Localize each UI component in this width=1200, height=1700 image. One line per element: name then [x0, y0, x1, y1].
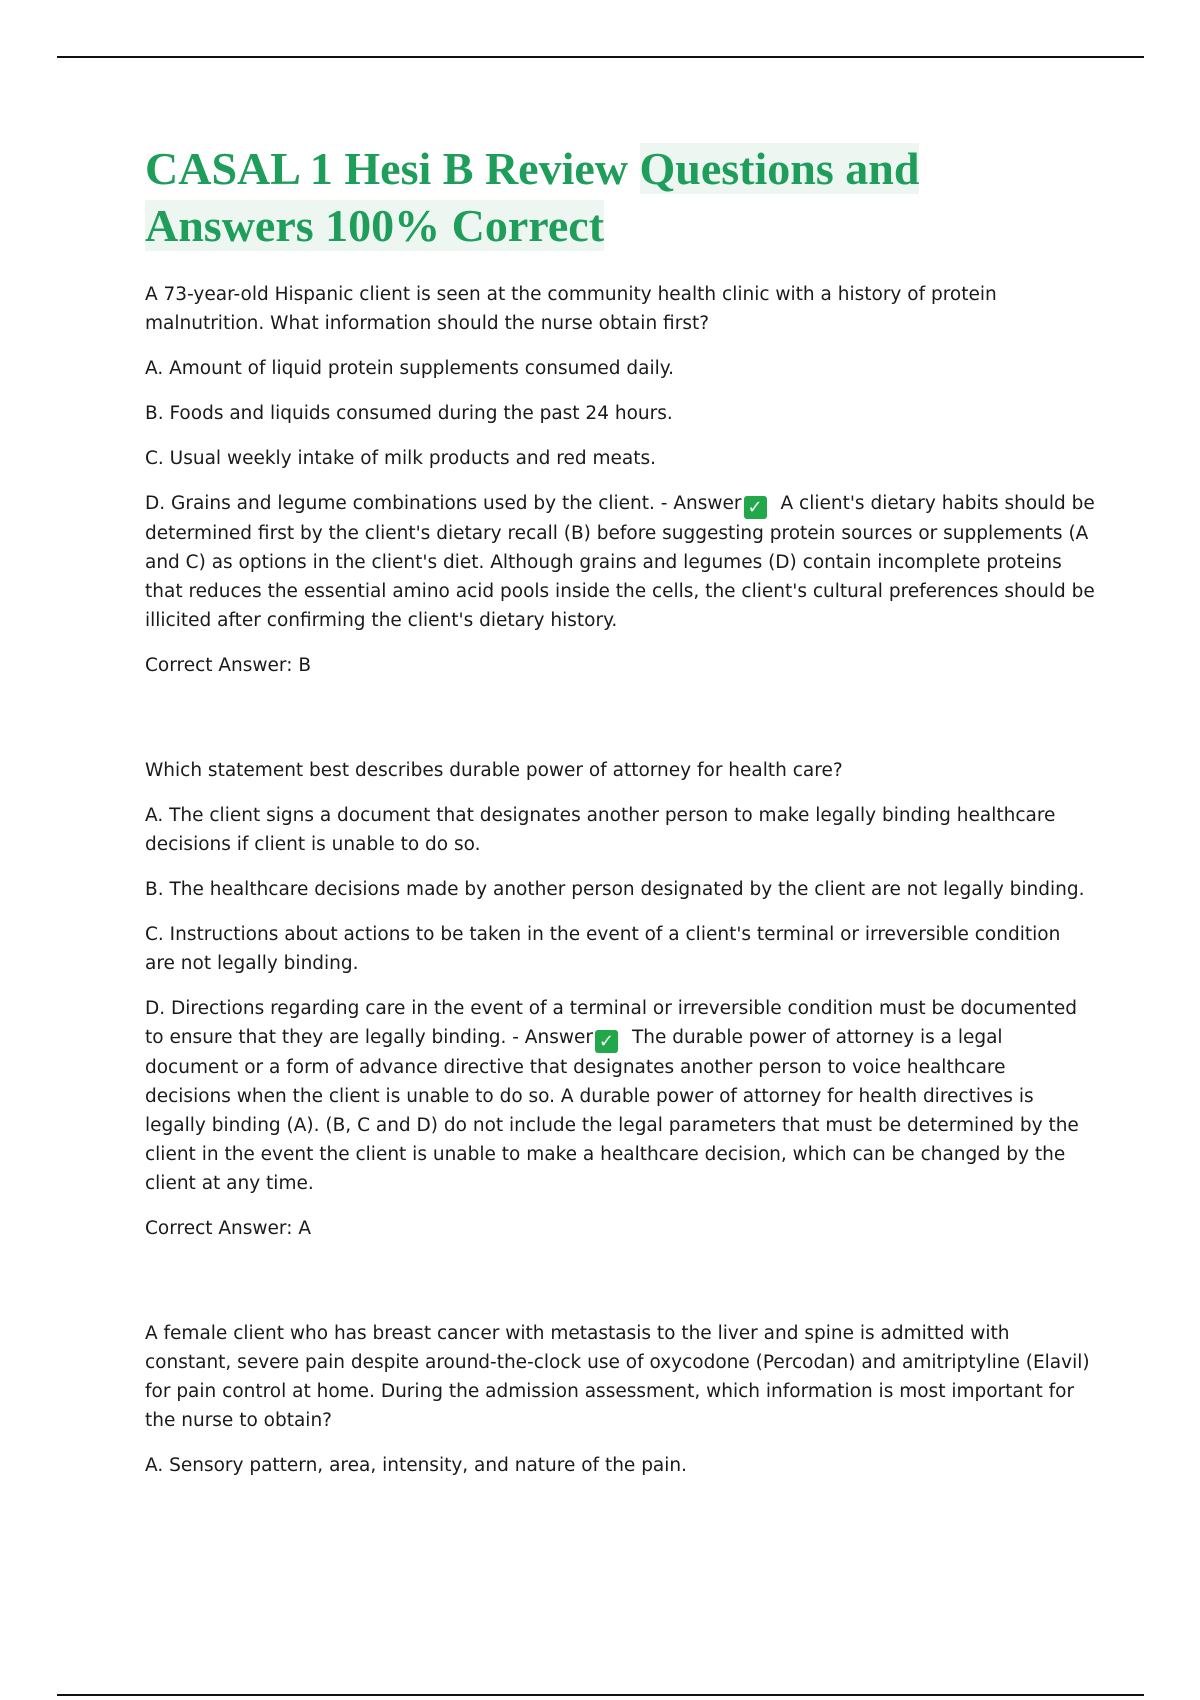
- question-2: [145, 756, 1095, 1243]
- answer-rationale: The durable power of attorney is a legal document or a form of advance directive that designates another person to voice healthcare decisions when the client is unable to do so. A durable power of attorney for health directives is legally binding (A). (B, C and D) do not include the legal parameters that must be determined by the client in the event the client is unable to make a healthcare decision, which can be changed by the client at any time.: [145, 1027, 1079, 1194]
- question-1: [145, 280, 1095, 680]
- title-part-3: Answers 100% Correct: [145, 200, 605, 251]
- question-stem: A 73-year-old Hispanic client is seen at the community health clinic with a history of protein malnutrition. What information should the nurse obtain first?: [145, 284, 997, 334]
- correct-answer: Correct Answer: B: [145, 655, 312, 676]
- top-rule: [57, 56, 1144, 58]
- option-c: C. Instructions about actions to be taken in the event of a client's terminal or irreversible condition are not legally binding.: [145, 924, 1061, 974]
- question-3: [145, 1319, 1095, 1480]
- option-d: D. Grains and legume combinations used by the client. - Answer: [145, 493, 742, 514]
- option-a: A. Sensory pattern, area, intensity, and nature of the pain.: [145, 1455, 688, 1476]
- check-mark-icon: ✓: [744, 496, 767, 519]
- answer-rationale: A client's dietary habits should be determined first by the client's dietary recall (B) before suggesting protein sources or supplements (A and C) as options in the client's diet. Although grains and legumes (D) contain incomplete proteins that reduces the essential amino acid pools inside the cells, the client's cultural preferences should be illicited after confirming the client's dietary history.: [145, 493, 1095, 631]
- question-stem: A female client who has breast cancer with metastasis to the liver and spine is admitted with constant, severe pain despite around-the-clock use of oxycodone (Percodan) and amitriptyline (Elavil) for pain control at home. During the admission assessment, which information is most important for the nurse to obtain?: [145, 1323, 1090, 1431]
- option-b: B. Foods and liquids consumed during the past 24 hours.: [145, 403, 673, 424]
- option-c: C. Usual weekly intake of milk products and red meats.: [145, 448, 656, 469]
- title-part-2: Questions and: [639, 143, 920, 194]
- title-part-1: CASAL 1 Hesi B Review: [145, 143, 640, 194]
- document-title: [145, 140, 1095, 254]
- question-spacer: [145, 1259, 1095, 1319]
- option-a: A. The client signs a document that designates another person to make legally binding healthcare decisions if client is unable to do so.: [145, 805, 1056, 855]
- check-mark-icon: ✓: [595, 1030, 618, 1053]
- option-d: D. Directions regarding care in the event of a terminal or irreversible condition must be documented to ensure that they are legally binding. - Answer: [145, 998, 1077, 1048]
- question-stem: Which statement best describes durable power of attorney for health care?: [145, 760, 843, 781]
- correct-answer: Correct Answer: A: [145, 1218, 311, 1239]
- document-body: [145, 140, 1095, 1496]
- option-d-with-answer: [145, 489, 1095, 635]
- option-b: B. The healthcare decisions made by another person designated by the client are not legally binding.: [145, 879, 1085, 900]
- option-a: A. Amount of liquid protein supplements consumed daily.: [145, 358, 674, 379]
- question-spacer: [145, 696, 1095, 756]
- bottom-rule: [57, 1694, 1144, 1696]
- option-d-with-answer: [145, 994, 1095, 1198]
